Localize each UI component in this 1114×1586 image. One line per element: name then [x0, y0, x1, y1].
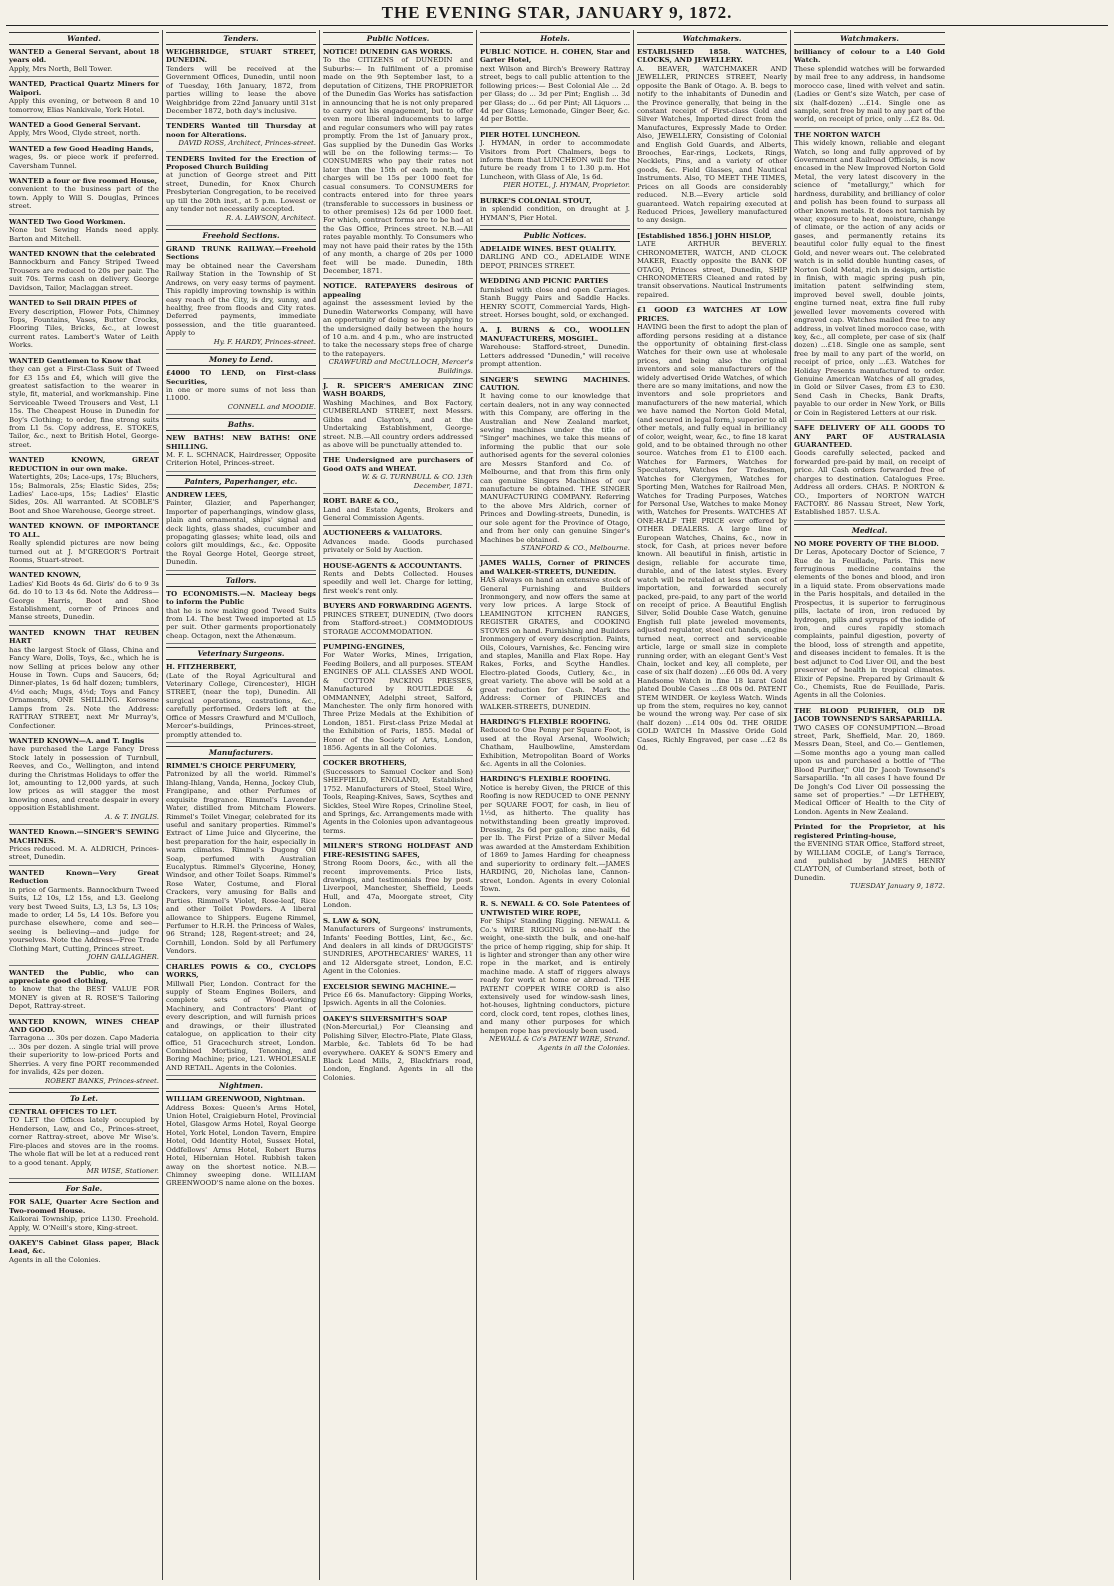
advertisement	[794, 424, 945, 521]
ad-title: H. FITZHERBERT,	[166, 663, 237, 672]
ad-signature: TUESDAY January 9, 1872.	[850, 882, 945, 891]
column-5	[634, 30, 791, 1580]
section-heading: Tailors.	[166, 574, 316, 587]
advertisement	[166, 963, 316, 1076]
ad-title: HARDING'S FLEXIBLE ROOFING.	[480, 775, 611, 784]
advertisement	[9, 48, 159, 77]
advertisement	[637, 306, 787, 755]
ad-title: WANTED to Sell DRAIN PIPES of	[9, 299, 137, 308]
advertisement	[323, 842, 473, 913]
ad-body: Prices reduced. M. A. ALDRICH, Princes-street, Dunedin.	[9, 845, 159, 862]
advertisement	[480, 718, 630, 773]
ad-title: PUBLIC NOTICE. H. COHEN, Star and Garter Hotel,	[480, 48, 630, 65]
ad-body: LATE ARTHUR BEVERLY. CHRONOMETER, WATCH, AND CLOCK MAKER, Exactly opposite the BANK OF OTAGO, Princes street, Dunedin, SHIP CHRONOMETERS Cleaned and rated by transit observations. Nautical Instruments repaired.	[637, 240, 787, 299]
column-3	[320, 30, 477, 1580]
ad-title: WANTED KNOWN,	[9, 571, 81, 580]
ad-body: Tenders will be received at the Government Offices, Dunedin, until noon of Tuesday, 16th January, 1872, from parties willing to lease the above Weighbridge from 22nd January until 31st December 1872, both day's inclusive.	[166, 64, 316, 115]
ad-title: WANTED a Good General Servant.	[9, 120, 141, 129]
advertisement	[637, 232, 787, 303]
ad-title: THE BLOOD PURIFIER, OLD DR JACOB TOWNSEND'S SARSAPARILLA.	[794, 706, 945, 724]
ad-body: TWO CASES OF CONSUMPTION.—Broad street, Park, Sheffield, Mar. 20, 1869. Messrs Dean, Steel, and Co.— Gentlemen,—Some months ago a young man called upon us and purchased a bottle of "The Blood Purifier," Old Dr Jacob Townsend's Sarsaparilla. "In all cases I have found Dr De Jongh's Cod Liver Oil possessing the same set of properties." —Dr LETHEBY, Medical Officer of Health to the City of London. Agents in New Zealand.	[794, 723, 945, 816]
ad-title: WANTED a few Good Heading Hands,	[9, 144, 154, 153]
advertisement	[323, 602, 473, 640]
ad-title: J. R. SPICER'S AMERICAN ZINC WASH BOARDS,	[323, 382, 473, 399]
ad-body: to know that the BEST VALUE FOR MONEY is given at R. ROSE'S Tailoring Depot, Rattray-street.	[9, 985, 159, 1011]
ad-title: SINGER'S SEWING MACHINES. CAUTION.	[480, 375, 630, 392]
ad-title: RIMMEL'S CHOICE PERFUMERY,	[166, 762, 297, 770]
advertisement	[794, 540, 945, 704]
ad-body: Really splendid pictures are now being turned out at J. M'GREGOR'S Portrait Rooms, Stuart-street.	[9, 539, 159, 564]
ad-body: wages, 9s. or piece work if preferred. Caversham Tunnel.	[9, 153, 159, 170]
advertisement	[480, 48, 630, 128]
advertisement	[794, 131, 945, 421]
advertisement	[9, 456, 159, 519]
ad-title: CHARLES POWIS & CO., CYCLOPS WORKS,	[166, 962, 316, 980]
ad-body: Washing Machines, and Box Factory, CUMBERLAND STREET, next Messrs. Gibbs and Clayton's, and at the Undertaking Establishment, George-street. N.B.—All country orders addressed as above will be punctually attended to.	[323, 398, 473, 449]
ad-body: HAVING been the first to adopt the plan of affording persons residing at a distance the opportunity of obtaining first-class Watches for their own use at wholesale prices, and being also the original inventors and sole manufacturers of the widely advertised Oride Watches, of which there are so many imitations, and now the inventors and sole proprietors and manufacturers of the new material, which we have named the Norton Gold Metal, (and secured in legal form,) superior to all other metals, and fully equal in brilliancy of color, weight, wear, &c., to fine 18 karat gold, and to be obtained through no other source. Watches from £1 to £100 each. Watches for Farmers, Watches for Speculators, Watches for Tradesmen, Watches for Clergymen, Watches for Sporting Men, Watches for Railroad Men, Watches for Trading Purposes, Watches for Personal Use, Watches to make Money with, Watches for Presents. WATCHES AT ONE-HALF THE PRICE ever offered by OTHER DEALERS. A large line of European Watches, Chains, &c., now in stock, for Cash, at prices never before known. All beautiful in finish, artistic in design, reliable for accurate time, durable, and of the latest styles. Every watch will be retailed at less than cost of importation, and forwarded securely packed, pre-paid, to any part of the world on receipt of price. A Beautiful English Silver, Solid Double Case Watch, genuine English full plate jeweled movements, adjusted regulator, steel cut hands, engine turned neat, correct and serviceable article, large or small size in complete running order, with an elegant Gent's Vest Chain, locket and key, all complete, per case of six (half dozen) ...£6 00s 0d. A very Handsome Watch in fine 18 karat Gold plated Double Cases ...£8 00s 0d. PATENT STEM WINDER. Or keyless Watch. Winds up from the stem, requires no key, cannot be wound the wrong way. Per case of six (half dozen) ...£14 00s 0d. THE ORIDE GOLD WATCH In Massive Oride Gold Cases, Richly Engraved, per case ...£2 8s 0d.	[637, 323, 787, 753]
ad-body: TO LET the Offices lately occupied by Henderson, Law, and Co., Princes-street, corner Rattray-street, above Mr Wise's. Fire-places and stoves are in the rooms. The whole flat will be let at a reduced rent to a good tenant. Apply,	[9, 1116, 159, 1167]
ad-body: Dr Leras, Apotecary Doctor of Science, 7 Rue de la Feuillade, Paris. This new ferruginous medicine contains the elements of the bones and blood, and iron in a liquid state. From observations made in the Paris hospitals, and detailed in the Prospectus, it is superior to ferruginous pills, lactate of iron, iron reduced by hydrogen, pills and syrups of the iodide of iron, and cures rapidly stomach complaints, painful digestion, poverty of the blood, loss of strength and appetite, and diseases incident to females. It is the best adjunct to Cod Liver Oil, and the best preserver of health in tropical climates. Elixir of Pepsine. Prepared by Grimault & Co., Chemists, Rue de Feuillade, Paris. Agents in all the Colonies.	[794, 548, 945, 700]
advertisement	[166, 762, 316, 960]
ad-body: M. F. L. SCHNACK, Hairdresser, Opposite Criterion Hotel, Princes-street.	[166, 451, 316, 468]
ad-title: WANTED KNOWN THAT REUBEN HART	[9, 628, 159, 646]
advertisement	[9, 828, 159, 866]
advertisement	[9, 80, 159, 118]
ad-signature: STANFORD & CO., Melbourne.	[520, 543, 630, 552]
ad-title: WANTED Gentlemen to Know that	[9, 356, 142, 365]
ad-title: £1 GOOD £3 WATCHES AT LOW PRICES.	[637, 306, 787, 323]
ad-title: WANTED KNOWN, GREAT REDUCTION in our own make.	[9, 456, 159, 473]
ad-body: Price £6 6s. Manufactory: Gipping Works, Ipswich. Agents in all the Colonies.	[323, 991, 473, 1008]
ad-body: Tarragona ... 30s per dozen. Capo Maderia ... 30s per dozen. A single trial will prove their superiority to low-priced Ports and Sherries. A very fine PORT recommended for invalids, 42s per dozen.	[9, 1034, 159, 1077]
ad-body: Kaikorai Township, price L130. Freehold. Apply, W. O'Neill's store, King-street.	[9, 1215, 159, 1232]
ad-title: WANTED Known.—SINGER'S SEWING MACHINES.	[9, 828, 159, 845]
ad-body: PRINCES STREET, DUNEDIN, (Two doors from Stafford-street.) COMMODIOUS STORAGE ACCOMMODATION.	[323, 610, 473, 636]
ad-body: may be obtained near the Caversham Railway Station in the Township of St Andrews, on very easy terms of payment. This rapidly improving township is within easy reach of the City, is dry, sunny, and healthy, free from floods and City rates. Deferred payments, immediate possession, and the title guaranteed. Apply to	[166, 261, 316, 338]
ad-signature: NEWALL & Co's PATENT WIRE, Strand. Agents in all the Colonies.	[489, 1035, 630, 1052]
ad-title: EXCELSIOR SEWING MACHINE.—	[323, 982, 457, 991]
ad-body: Millwall Pier, London. Contract for the supply of Steam Engines Boilers, and complete sets of Wood-working Machinery, and Contractors' Plant of every description, and will furnish prices and drawings, or their illustrated catalogue, on application to their city office, 51 Gracechurch street, London. Combined Mortising, Tenoning, and Boring Machine; price, L21. WHOLESALE AND RETAIL. Agents in the Colonies.	[166, 979, 316, 1072]
ad-title: THE NORTON WATCH	[794, 130, 881, 139]
ad-signature: JOHN GALLAGHER.	[87, 953, 159, 962]
advertisement	[323, 382, 473, 453]
advertisement	[9, 357, 159, 454]
ad-body: Goods carefully selected, packed and forwarded pre-paid by mail, on receipt of price. All Cash orders forwarded free of charges to destination. Catalogues Free. Address all orders. CHAS. P. NORTON & CO., Importers of NORTON WATCH FACTORY. 86 Nassau Street, New York, Established 1857. U.S.A.	[794, 449, 945, 517]
advertisement	[166, 434, 316, 472]
ad-body: Manufacturers of Surgeons' instruments, Infants' Feeding Bottles, Lint, &c., &c. And dealers in all kinds of DRUGGISTS' SUNDRIES, APOTHECARIES' WARES, 11 and 12 Aldersgate street, London, E.C. Agent in the Colonies.	[323, 925, 473, 976]
ad-title: ANDREW LEES,	[166, 490, 228, 499]
advertisement	[794, 707, 945, 820]
section-heading: Watchmakers.	[637, 32, 787, 45]
ad-title: NO MORE POVERTY OF THE BLOOD.	[794, 539, 939, 548]
ad-title: WANTED Known—Very Great Reduction	[9, 868, 159, 886]
advertisement	[166, 1095, 316, 1191]
ad-body: in one or more sums of not less than L1000.	[166, 385, 316, 403]
section-heading: Manufacturers.	[166, 746, 316, 759]
advertisement	[166, 663, 316, 743]
section-heading: Veterinary Surgeons.	[166, 647, 316, 660]
advertisement	[9, 737, 159, 825]
ad-title: CENTRAL OFFICES TO LET.	[9, 1107, 117, 1116]
ad-title: OAKEY'S SILVERSMITH'S SOAP	[323, 1014, 447, 1023]
section-heading: Wanted.	[9, 32, 159, 45]
advertisement	[323, 643, 473, 756]
ad-title: WEIGHBRIDGE, STUART STREET, DUNEDIN.	[166, 48, 316, 65]
ad-body: Ladies' Kid Boots 4s 6d. Girls' do 6 to 9 3s 6d. do 10 to 13 4s 6d. Note the Address—George Harris, Boot and Shoe Establishment, corner of Princes and Manse streets, Dunedin.	[9, 579, 159, 622]
section-heading: Painters, Paperhanger, etc.	[166, 475, 316, 488]
ad-title: PUMPING-ENGINES,	[323, 643, 405, 651]
ad-body: they can get a First-Class Suit of Tweed for £3 15s and £4, which will give the greatest satisfaction to the wearer in style, fit, material, and workmanship. Fine Serviceable Tweed Trousers and Vest, L1 15s. The Cheapest House in Dunedin for Boy's Clothing; to order, fine strong suits from L1 5s. Copy address, E. STOKES, Tailor, &c., next to British Hotel, George-street.	[9, 365, 159, 449]
ad-signature: R. A. LAWSON, Architect.	[225, 213, 316, 222]
ad-title: WANTED KNOWN. OF IMPORTANCE TO ALL.	[9, 522, 159, 539]
ad-title: ADELAIDE WINES. BEST QUALITY.	[480, 245, 617, 254]
ad-body: (Non-Mercurial,) For Cleansing and Polishing Silver, Electro-Plate, Plate Glass, Marble, &c. Tablets 6d To be had everywhere. OAKEY & SON'S Emery and Black Lead Mills, 2, Blackfriars road, London, England. Agents in all the Colonies.	[323, 1023, 473, 1082]
ad-body: furnished with close and open Carriages. Stanh Buggy Pairs and Saddle Hacks. HENRY SCOTT, Commercial Yards, High-street. Horses bought, sold, or exchanged.	[480, 285, 630, 319]
ad-title: WANTED a General Servant, about 18 years old.	[9, 48, 159, 65]
advertisement	[480, 559, 630, 715]
advertisement	[166, 48, 316, 119]
ad-title: JAMES WALLS, Corner of PRINCES and WALKER-STREETS, DUNEDIN.	[480, 559, 630, 576]
section-heading: For Sale.	[9, 1182, 159, 1195]
ad-title: NEW BATHS! NEW BATHS! ONE SHILLING.	[166, 434, 316, 451]
advertisement	[166, 122, 316, 151]
ad-title: WANTED KNOWN—A. and T. Inglis	[9, 736, 144, 745]
ad-signature: CRAWFURD and McCULLOCH, Mercer's Buildings.	[328, 358, 473, 375]
ad-title: brilliancy of colour to a L40 Gold Watch.	[794, 48, 945, 65]
ad-title: TENDERS Wanted till Thursday at noon for Alterations.	[166, 122, 316, 139]
section-heading: Money to Lend.	[166, 353, 316, 366]
ad-title: £4000 TO LEND, on First-class Securities,	[166, 369, 316, 386]
advertisement	[480, 131, 630, 194]
ad-body: None but Sewing Hands need apply. Barton and Mitchell.	[9, 226, 159, 243]
ad-title: PIER HOTEL LUNCHEON.	[480, 130, 581, 139]
ad-body: Patronized by all the world. Rimmel's Ihlang-Ihlang, Vanda, Henna, Jockey Club, Frangipane, and other Perfumes of exquisite fragrance. Rimmel's Lavender Water, distilled from Mitcham Flowers. Rimmel's Toilet Vinegar, celebrated for its useful and sanitary properties. Rimmel's Extract of Lime Juice and Glycerine, the best preparation for the hair, especially in warm climates. Rimmel's Dugong Oil Soap, perfumed with Australian Eucalyptus. Rimmel's Glycerine, Honey, Windsor, and other Toilet Soaps. Rimmel's Rose Water, Costume, and Floral Crackers, very amusing for Balls and Parties. Rimmel's Violet, Rose-leaf, Rice and other Toilet Powders. A liberal allowance to Shippers. Eugene Rimmel, Perfumer to H.R.H. the Princess of Wales, 96 Strand; 128, Regent-street; and 24, Cornhill, London. Sold by all Perfumery Vendors.	[166, 770, 316, 956]
ad-body: Apply this evening, or between 8 and 10 tomorrow, Elias Nankivale, York Hotel.	[9, 97, 159, 114]
advertisement	[9, 1018, 159, 1089]
ad-signature: A. & T. INGLIS.	[105, 812, 159, 821]
ad-title: ESTABLISHED 1858. WATCHES, CLOCKS, AND JEWELLERY.	[637, 48, 787, 65]
ad-title: [Established 1856.] JOHN HISLOP,	[637, 231, 772, 240]
ad-body: have purchased the Large Fancy Dress Stock lately in possession of Turnbull, Reeves, and Co., Wellington, and intend during the Christmas Holidays to offer the lot, amounting to 12,000 yards, at such low prices as will stagger the most knowing ones, and create despair in every opposition Establishment.	[9, 745, 159, 813]
advertisement	[323, 529, 473, 558]
advertisement	[323, 1015, 473, 1085]
ad-body: It having come to our knowledge that certain dealers, not in any way connected with this Company, are offering in the Australian and New Zealand market, sewing machines under the title of "Singer" machines, we take this means of informing the public that our sole authorised agents for the several colonies are Messrs Stanford and Co. of Melbourne, and that from this firm only can genuine Singers Machines of our manufacture be obtained. THE SINGER MANUFACTURING COMPANY. Referring to the above Mrs Aldrich, corner of Princes and Dowling-streets, Dunedin, is our sole agent for the Province of Otago, and from her only can genuine Singer's Machines be obtained.	[480, 392, 630, 544]
section-heading: Public Notices.	[480, 229, 630, 242]
ad-body: Every description, Flower Pots, Chimney Tops, Fountains, Vases, Butter Crocks, Flooring Tiles, Bricks, &c., at lowest current rates. Lambert's Water of Leith Works.	[9, 307, 159, 350]
advertisement	[9, 121, 159, 142]
ad-title: NOTICE. RATEPAYERS desirous of appealing	[323, 282, 473, 299]
section-heading: Freehold Sections.	[166, 229, 316, 242]
advertisement	[9, 299, 159, 354]
advertisement	[323, 983, 473, 1012]
ad-title: MILNER'S STRONG HOLDFAST AND FIRE-RESISTING SAFES,	[323, 842, 473, 859]
ad-body: convenient to the business part of the town. Apply to Will S. Douglas, Princes street.	[9, 185, 159, 211]
ad-title: R. S. NEWALL & CO. Sole Patentees of UNTWISTED WIRE ROPE,	[480, 900, 630, 917]
column-4	[477, 30, 634, 1580]
ad-body: Watertights, 20s; Lace-ups, 17s; Bluchers, 15s; Balmorals, 25s; Elastic Sides, 25s; Ladies' Lace-ups, 15s; Ladies' Elastic Sides, 20s. All warranted. At SCOBLE'S Boot and Shoe Warehouse, George street.	[9, 473, 159, 515]
ad-signature: CONNELL and MOODIE.	[227, 402, 316, 411]
section-heading: Hotels.	[480, 32, 630, 45]
advertisement	[9, 969, 159, 1015]
ad-body: Address Boxes: Queen's Arms Hotel, Union Hotel, Craigieburn Hotel, Provincial Hotel, Glasgow Arms Hotel, Royal George Hotel, York Hotel, London Tavern, Empire Hotel, Odd Identity Hotel, Sussex Hotel, Oddfellows' Arms Hotel, Robert Burns Hotel, Hibernian Hotel. Rubbish taken away on the shortest notice. N.B.—Chimney sweeping done. WILLIAM GREENWOOD'S name alone on the boxes.	[166, 1103, 316, 1188]
ad-signature: DAVID ROSS, Architect, Princes-street.	[178, 139, 316, 148]
advertisement	[637, 48, 787, 229]
advertisement	[166, 590, 316, 645]
section-heading: Tenders.	[166, 32, 316, 45]
advertisement	[794, 823, 945, 893]
ad-title: GRAND TRUNK RAILWAY.—Freehold Sections	[166, 245, 316, 262]
ad-signature: W. & G. TURNBULL & CO. 13th December, 1871.	[361, 473, 473, 490]
ad-title: TENDERS Invited for the Erection of Proposed Church Building	[166, 154, 316, 172]
section-heading: Baths.	[166, 418, 316, 431]
ad-title: OAKEY'S Cabinet Glass paper, Black Lead, &c.	[9, 1239, 159, 1256]
advertisement	[480, 277, 630, 323]
advertisement	[9, 1239, 159, 1267]
advertisement	[323, 917, 473, 980]
ad-title: THE Undersigned are purchasers of Good OATS and WHEAT.	[323, 456, 473, 473]
advertisement	[480, 197, 630, 226]
ad-title: WANTED KNOWN, WINES CHEAP AND GOOD.	[9, 1017, 159, 1035]
ad-body: A. BEAVER, WATCHMAKER AND JEWELLER, PRINCES STREET, Nearly opposite the Bank of Otago. A. B. begs to notify to the inhabitants of Dunedin and the Province generally, that being in the constant receipt of First-class Gold and Silver Watches, Imported direct from the Manufactures, Expressly Made to Order. Also, JEWELLERY, Consisting of Colonial and English Gold Guards, and Alberts, Brooches, Ear-rings, Lockets, Rings, Necklets, Pins, and a variety of other goods, &c. Field Glasses, and Nautical Instruments. Also, TO MEET THE TIMES, Prices on all Goods are considerably reduced. N.B.—Every article sold guaranteed. Watch repairing executed at Reduced Prices, Jewellery manufactured to any design.	[637, 64, 787, 225]
section-heading: Medical.	[794, 524, 945, 537]
ad-body: has the largest Stock of Glass, China and Fancy Ware, Dolls, Toys, &c., which he is now Selling at prices below any other House in Town. Cups and Saucers, 6d; Dinner-plates, 1s 6d half dozen; tumblers, 4½d each; Mugs, 4½d; Toys and Fancy Ornaments, ONE SHILLING. Kerosene Lamps from 2s. Note the Address: RATTRAY STREET, next Mr Murray's, Confectioner.	[9, 645, 159, 730]
masthead-rule	[6, 25, 1108, 26]
advertisement	[323, 759, 473, 839]
ad-body: (Late of the Royal Agricultural and Veterinary College, Cirencester), HIGH STREET, (near the top), Dunedin. All surgical operations, castrations, &c., carefully performed. Orders left at the Office of Messrs Crawfurd and M'Culloch, Mercer's-buildings, Princes-street, promptly attended to.	[166, 671, 316, 739]
advertisement	[166, 245, 316, 350]
ad-title: TO ECONOMISTS.—N. Macleay begs to inform the Public	[166, 589, 316, 607]
ad-body: Warehouse: Stafford-street, Dunedin. Letters addressed "Dunedin," will receive prompt attention.	[480, 343, 630, 369]
ad-body: HAS always on hand an extensive stock of General Furnishing and Builders Ironmongery, and now offers the same at very low prices. A large Stock of LEAMINGTON KITCHEN RANGES, REGISTER GRATES, and COOKING STOVES on hand. Furnishing and Builders Ironmongery of every description. Paints, Oils, Colours, Varnishes, &c. Fencing wire and staples, Manilla and Flax Rope. Hay Rakes, Forks, and Scythe Handles. Electro-plated Goods, Cutlery, &c., in great variety. The above will be sold at a great reduction for Cash. Mark the Address: Corner of PRINCES and WALKER-STREETS, DUNEDIN.	[480, 576, 630, 711]
ad-body: against the assessment levied by the Dunedin Waterworks Company, will have an opportunity of doing so by applying to the undersigned daily between the hours of 10 a.m. and 4 p.m., who are instructed to take the necessary steps free of charge to the ratepayers.	[323, 299, 473, 358]
section-heading: To Let.	[9, 1092, 159, 1105]
advertisement	[9, 177, 159, 215]
columns-container	[6, 30, 1108, 1580]
ad-body: Strong Room Doors, &c., with all the recent improvements. Price lists, drawings, and testimonials free by post. Liverpool, Manchester, Sheffield, Leeds Hull, and 47a, Moorgate street, City London.	[323, 859, 473, 910]
ad-body: Apply, Mrs Wood, Clyde street, north.	[9, 129, 141, 138]
advertisement	[323, 456, 473, 494]
masthead: THE EVENING STAR, JANUARY 9, 1872.	[381, 3, 733, 22]
ad-title: HOUSE-AGENTS & ACCOUNTANTS.	[323, 561, 462, 570]
ad-body: in price of Garments. Bannockburn Tweed Suits, L2 10s, L2 15s, and L3. Geelong very best Tweed Suits, L3, L3 5s, L3 10s; made to order, L4 5s, L4 10s. Before you purchase elsewhere, come and see—seeing is believing—and judge for yourselves. Note the Address—Free Trade Clothing Mart, Cutting, Princes street.	[9, 885, 159, 953]
ad-signature: PIER HOTEL, J. HYMAN, Proprietor.	[503, 181, 630, 190]
ad-body: Rents and Debts Collected. Houses speedily and well let. Charge for letting, first week's rent only.	[323, 570, 473, 595]
advertisement	[9, 629, 159, 734]
ad-body: J. HYMAN, in order to accommodate Visitors from Port Chalmers, begs to inform them that LUNCHEON will for the future be ready from 1 to 1.30 p.m. Hot Luncheon, with Glass of Ale, 1s 6d.	[480, 139, 630, 181]
ad-body: This widely known, reliable and elegant Watch, so long and fully approved of by Government and Railroad Officials, is now encased in the New Improved Norton Gold Metal, the very latest discovery in the science of "metallurgy," which for hardness, durability, and brilliancy of color and polish has been found to surpass all other known metals. It does not tarnish by wear, exposure to heat, moisture, change of climate, or the action of any acids or gases, and permanently retains its beautiful color fully equal to the finest Gold, and never wears out. The celebrated watch is in solid double hunting cases, of Norton Gold Metal, rich in design, artistic in finish, with magic spring push pin, imitation patent selfwinding stem, improved bevel swell, double joints, engine turned neat, extra fine full ruby jewelled lever movements covered with engraved cap. Watches mailed free to any address, in velvet lined morocco case, with key, &c., all complete, per case of six (half dozen) ...£18. Single one as sample, sent free by mail to any part of the world, on receipt of price, only ...£3. Watches for Holiday Presents manufactured to order. Genuine American Watches of all grades, in Gold or Silver Cases, from £3 to £30. Send Cash in Checks, Bank Drafts, payable to our order in New York, or Bills or Coin in Registered Letters at our risk.	[794, 139, 945, 417]
advertisement	[480, 775, 630, 897]
ad-title: WANTED a four or five roomed House,	[9, 177, 158, 186]
ad-signature: Hy. F. HARDY, Princes-street.	[213, 337, 316, 346]
ad-body: DARLING AND CO., ADELAIDE WINE DEPOT, PRINCES STREET.	[480, 253, 630, 270]
ad-body: For Ships' Standing Rigging. NEWALL & Co.'s WIRE RIGGING is one-half the weight, one-sixth the bulk, and one-half the price of hemp rigging, ship for ship. It is lighter and stronger than any other wire rope in the market, and is entirely machine made. A staff of riggers always ready for work at home or abroad. THE PATENT COPPER WIRE CORD is also extensively used for window-sash lines, hot-houses, lightning conductors, picture cord, clock cord, tent ropes, clothes lines, and many other purposes for which hempen rope has previously been used.	[480, 917, 630, 1035]
ad-title: WANTED the Public, who can appreciate good clothing,	[9, 968, 159, 985]
ad-body: Advances made. Goods purchased privately or Sold by Auction.	[323, 537, 473, 555]
column-6	[791, 30, 948, 1580]
ad-title: A. J. BURNS & CO., WOOLLEN MANUFACTURERS, MOSGIEL.	[480, 326, 630, 343]
section-heading: Public Notices.	[323, 32, 473, 45]
advertisement	[480, 326, 630, 372]
ad-title: WANTED, Practical Quartz Miners for Waipori.	[9, 80, 159, 97]
ad-title: BURKE'S COLONIAL STOUT,	[480, 196, 592, 205]
advertisement	[9, 571, 159, 626]
advertisement	[9, 145, 159, 174]
advertisement	[9, 218, 159, 247]
ad-signature: ROBERT BANKS, Princes-street.	[45, 1076, 159, 1085]
advertisement	[480, 900, 630, 1055]
advertisement	[323, 562, 473, 600]
ad-body: Reduced to One Penny per Square Foot, is used at the Royal Arsenal, Woolwich; Chatham, Haulbowline, Amsterdam Exhibition, Metropolitan Board of Works &c. Agents in all the Colonies.	[480, 726, 630, 769]
ad-title: SAFE DELIVERY OF ALL GOODS TO ANY PART OF AUSTRALASIA GUARANTEED.	[794, 424, 945, 449]
ad-title: WILLIAM GREENWOOD, Nightman.	[166, 1095, 306, 1104]
advertisement	[323, 282, 473, 379]
ad-body: at junction of George street and Pitt street, Dunedin, for Knox Church Presbyterian Congregation, to be received up till the 20th inst., at 5 p.m. Lowest or any tender not necessarily accepted.	[166, 171, 316, 214]
ad-body: To the CITIZENS of DUNEDIN and Suburbs:— In fulfilment of a promise made on the 9th September last, to a deputation of Citizens, THE PROPRIETOR of the Dunedin Gas Works has satisfaction in announcing that he is not only prepared to carry out his engagement, but to offer even more liberal inducements to large and regular consumers who will pay rates promptly. From the 1st of January prox., Gas supplied by the Dunedin Gas Works will be on the following terms:— To CONSUMERS who pay their rates not later than the 15th of each month, the charges will be 15s per 1000 feet for casual consumers. To CONSUMERS for contracts entered into for three years (transferable to successors in business or to other premises) 12s 6d per 1000 feet. For which, contract forms are to be had at the Gas Office, Princes street. N.B.—All rates payable monthly. To Consumers who may not have paid their rates by the 15th of any month, a charge of 20s per 1000 feet will be made. Dunedin, 18th December, 1871.	[323, 56, 473, 275]
advertisement	[9, 250, 159, 296]
ad-body: Painter, Glazier, and Paperhanger, Importer of paperhangings, window glass, plain and ornamental, ships' signal and deck lights, glass shades, cucumber and propagating glasses; white lead, oils and colors gilt mouldings, &c., &c. Opposite the Royal George Hotel, George street, Dunedin.	[166, 499, 316, 567]
advertisement	[166, 369, 316, 415]
advertisement	[323, 497, 473, 526]
ad-title: S. LAW & SON,	[323, 916, 381, 925]
ad-title: COCKER BROTHERS,	[323, 759, 407, 768]
ad-body: next Wilson and Birch's Brewery Rattray street, begs to call public attention to the following prices:— Best Colonial Ale ... 2d per Glass; do ... 3d per Pint; English ... 3d per Glass; do ... 6d per Pint; All Liquors ... 4d per Glass; Lemonade, Ginger Beer, &c. 4d per Bottle.	[480, 64, 630, 124]
ad-title: NOTICE! DUNEDIN GAS WORKS.	[323, 48, 453, 56]
ad-signature: MR WISE, Stationer.	[86, 1166, 159, 1175]
ad-title: WANTED KNOWN that the celebrated	[9, 250, 156, 259]
ad-body: Notice is hereby Given, the PRICE of this Roofing is now REDUCED to ONE PENNY per SQUARE FOOT, for cash, in lieu of 1½d, as hitherto. The quality has notwithstanding been greatly improved. Dressing, 2s 6d per gallon; zinc nails, 6d per lb. The First Prize of a Silver Medal was awarded at the Amsterdam Exhibition of 1869 to James Harding for cheapness and superiority to ordinary felt.—JAMES HARDING, 20, Nicholas lane, Cannon-street, London. Agents in every Colonial Town.	[480, 783, 630, 893]
ad-body: (Successors to Samuel Cocker and Son) SHEFFIELD, ENGLAND, Established 1752. Manufacturers of Steel, Steel Wire, Tools, Reaping-Knives, Saws, Scythes and Sickles, Steel Wire Ropes, Crinoline Steel, and Springs, &c. Arrangements made with Agents in the Colonies upon advantageous terms.	[323, 767, 473, 835]
ad-title: BUYERS AND FORWARDING AGENTS.	[323, 602, 472, 611]
section-heading: Nightmen.	[166, 1079, 316, 1092]
ad-body: the EVENING STAR Office, Stafford street, by WILLIAM COGLE, of Lang's Terrace, and published by JAMES HENRY CLAYTON, of Cumberland street, both of Dunedin.	[794, 840, 945, 882]
ad-title: WANTED Two Good Workmen.	[9, 217, 126, 226]
ad-body: Agents in all the Colonies.	[9, 1255, 101, 1264]
ad-body: Land and Estate Agents, Brokers and General Commission Agents.	[323, 505, 473, 522]
advertisement	[9, 522, 159, 568]
ad-body: For Water Works, Mines, Irrigation, Feeding Boilers, and all purposes. STEAM ENGINES OF ALL CLASSES AND WOOL & COTTON PACKING PRESSES, Manufactured by ROUTLEDGE & OMMANNEY, Adelphi street, Salford, Manchester. The only firm honored with Three Prize Medals at the Exhibition of London, 1851. First-class Prize Medal at the Exhibition of Paris, 1855. Medal of Honor of the Society of Arts, London, 1856. Agents in all the Colonies.	[323, 651, 473, 753]
advertisement	[9, 1198, 159, 1236]
ad-body: These splendid watches will be forwarded by mail free to any address, in handsome morocco case, lined with velvet and satin. (Ladies or Gent's size Watch, per case of six (half-dozen) ...£14. Single one as sample, sent free by mail to any part of the world, on receipt of price, only ...£2 8s. 0d.	[794, 64, 945, 124]
ad-title: WEDDING AND PICNIC PARTIES	[480, 277, 609, 286]
ad-body: Bannockburn and Fancy Striped Tweed Trousers are reduced to 20s per pair. The suit 70s. Terms cash on delivery. George Davidson, Tailor, Maclaggan street.	[9, 258, 159, 292]
advertisement	[166, 491, 316, 571]
advertisement	[480, 376, 630, 557]
advertisement	[323, 48, 473, 279]
ad-body: that he is now making good Tweed Suits from L4. The best Tweed imported at L5 per suit. Other garments proportionately cheap. Octagon, next the Athenæum.	[166, 606, 316, 640]
ad-title: Printed for the Proprietor, at his registered Printing-house,	[794, 823, 945, 840]
ad-body: in splendid condition, on draught at J. HYMAN'S, Pier Hotel.	[480, 205, 630, 222]
advertisement	[9, 869, 159, 966]
ad-body: Apply, Mrs North, Bell Tower.	[9, 64, 113, 73]
column-1	[6, 30, 163, 1580]
ad-title: HARDING'S FLEXIBLE ROOFING.	[480, 717, 611, 726]
advertisement	[480, 245, 630, 274]
section-heading: Watchmakers.	[794, 32, 945, 45]
ad-title: FOR SALE, Quarter Acre Section and Two-roomed House.	[9, 1198, 159, 1215]
advertisement	[9, 1108, 159, 1179]
ad-title: ROBT. BARE & CO.,	[323, 497, 399, 506]
ad-title: AUCTIONEERS & VALUATORS.	[323, 529, 443, 538]
advertisement	[794, 48, 945, 128]
column-2	[163, 30, 320, 1580]
advertisement	[166, 155, 316, 226]
